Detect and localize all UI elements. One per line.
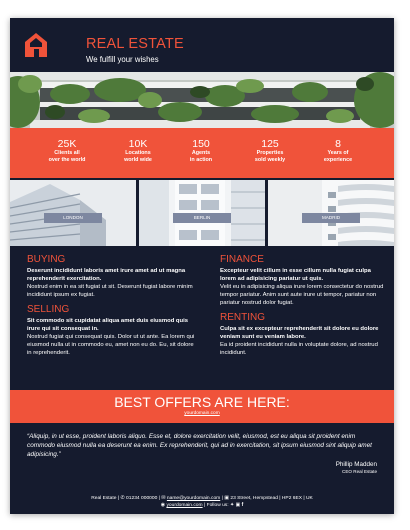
footer-email[interactable]: name@yourdomain.com [166,496,221,501]
offers-banner [10,390,394,423]
city-card-london [10,180,136,246]
stat-label: world wide [124,157,152,163]
phone-icon: ✆ [120,495,125,501]
stat-label: in action [189,157,213,163]
footer-company: Real Estate [91,496,117,501]
section-lead-finance: Excepteur velit cillum in esse cillum nulla fugiat culpa lorem ad adipisicing pariatur ut quis. [220,268,371,282]
footer-follow: Follow us: [206,503,229,508]
section-lead-buying: Deserunt incididunt laboris amet irure amet ad ut magna reprehenderit exercitation. [27,268,186,282]
globe-icon: ◉ [160,502,166,508]
footer-website[interactable]: yourdomain.com [166,503,203,508]
stat-value: 10K [128,138,148,150]
stat-clients [29,138,105,164]
section-lead-selling: Sit commodo sit cupidatat aliqua amet duis eiusmod quis irure qui sit consequat in. [27,318,189,332]
testimonial-signer [336,461,377,475]
location-icon: ▣ [224,495,229,501]
section-title-buying: BUYING [27,254,66,265]
stat-value: 125 [261,138,279,150]
footer-line-2: ◉ yourdomain.com | Follow us: ✦ ▣ f [160,502,244,508]
email-icon: ✉ [161,495,166,501]
section-title-renting: RENTING [220,312,265,323]
stat-value: 8 [335,138,341,150]
footer-phone[interactable]: 01234 000000 [126,496,158,501]
section-title-finance: FINANCE [220,254,264,265]
stat-label: Locations [125,150,151,156]
city-card-madrid [268,180,394,246]
services-right-column [220,254,388,357]
city-card-berlin [139,180,265,246]
footer-line-1: Real Estate | ✆ 01234 000000 | ✉ name@yourdomain.com | ▣ 23 Street, Hempstead | HP2 6EX | UK [91,495,313,501]
services [10,246,394,390]
testimonial-quote: “Aliquip, in ut esse, proident laboris aliquo. Esse et, dolore exercitation velit, eiusmod, est eu aliqua sit proident enim commodo eiusmod nulla ea deserunt ea enim. Ex reprehenderit, qui ad in exercitation, sit ipsum eiusmod sint aliquip amet adipisicing.” [27,433,372,459]
footer [10,495,394,509]
city-label: BERLIN [173,213,231,223]
offers-title: BEST OFFERS ARE HERE: [114,394,290,410]
section-body-finance: Velit eu in adipisicing aliqua irure lorem consectetur do nostrud tempor pariatur. Anim sunt aute irure ut tempor, pariatur non pariatur nostrud dolor fugiat. [220,284,384,306]
section-body-buying: Nostrud enim in ea sit fugiat ut sit. Deserunt fugiat labore minim incididunt ipsum ex fugiat. [27,284,193,298]
section-lead-renting: Culpa sit ex excepteur reprehenderit sit dolore eu dolore veniam sunt eu veniam labore. [220,326,379,340]
services-left-column [27,254,195,357]
hero-image [10,72,394,128]
stat-years [300,138,376,164]
stat-label: Clients all [54,150,80,156]
stat-value: 150 [192,138,210,150]
stat-label: Properties [256,150,284,156]
stat-agents [163,138,239,164]
section-body-selling: Nostrud fugiat qui consequat quis. Dolor ut ut ante. Ea lorem qui eiusmod nulla ut in commodo eu, amet non eu do. Eu, sit dolore in reprehenderit. [27,334,195,356]
city-label: LONDON [44,213,102,223]
house-icon [24,32,48,58]
stat-label: over the world [48,157,86,163]
stat-value: 25K [57,138,77,150]
instagram-icon[interactable]: ▣ [235,502,241,508]
signer-role: CEO Real Estate [342,469,377,474]
stat-label: experience [323,157,353,163]
section-title-selling: SELLING [27,304,70,315]
flyer [10,18,394,514]
twitter-icon[interactable]: ✦ [229,502,235,508]
stat-properties [232,138,308,164]
stat-label: sold weekly [254,157,286,163]
brand-title: REAL ESTATE [86,36,184,52]
city-label: MADRID [302,213,360,223]
signer-name: Phillip Madden [335,461,377,468]
stats-band [10,128,394,178]
footer-address: 23 Street, Hempstead | HP2 6EX | UK [230,496,313,501]
header [10,18,394,72]
section-body-renting: Ea id proident incididunt nulla in voluptate dolore, ad nostrud incididunt. [220,342,378,356]
stat-label: Agents [191,150,211,156]
offers-link[interactable]: yourdomain.com [184,411,220,416]
stat-label: Years of [327,150,349,156]
brand-tagline: We fulfill your wishes [86,55,159,64]
city-gallery [10,180,394,246]
facebook-icon[interactable]: f [241,502,244,508]
